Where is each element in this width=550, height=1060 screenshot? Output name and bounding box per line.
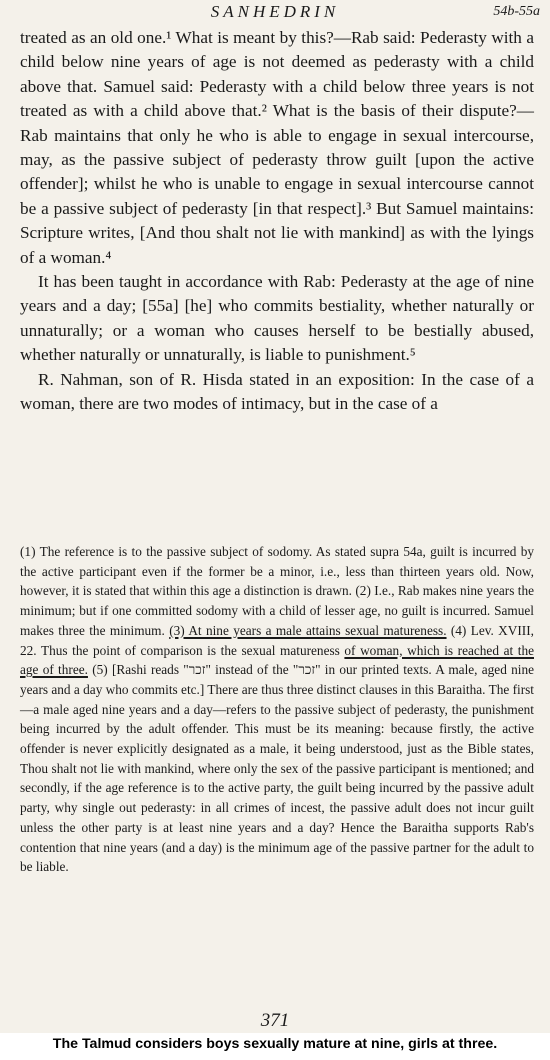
running-title: SANHEDRIN	[210, 2, 340, 21]
footnote-block	[20, 542, 534, 877]
footnote-text-2: (4) Lev. XVIII, 22. Thus the point of comparison is the sexual matureness	[20, 622, 534, 658]
main-paragraph-3: R. Nahman, son of R. Hisda stated in an exposition: In the case of a woman, there are two modes of intimacy, but in the case of a	[20, 369, 534, 414]
image-caption: The Talmud considers boys sexually mature at nine, girls at three.	[0, 1033, 550, 1060]
page-number: 371	[260, 1010, 290, 1031]
underlined-footnote-4: of woman, which is reached at the age of three.	[20, 642, 534, 678]
folio-reference: 54b-55a	[493, 4, 540, 19]
footnote-text-1: (1) The reference is to the passive subject of sodomy. As stated supra 54a, guilt is incurred by the active participant even if the former be a minor, i.e., less than thirteen years old. Now, however, it is stated that within this age a distinction is drawn. (2) I.e., Rab makes nine years the minimum; but if one committed sodomy with a child of lesser age, no guilt is incurred. Samuel makes three the minimum.	[20, 544, 534, 638]
footnote-text-3: (5) [Rashi reads "זכר" instead of the "זכר" in our printed texts. A male, aged nine years and a day who commits etc.] There are thus three distinct clauses in this Baraitha. The first—a male aged nine years and a day—refers to the passive subject of pederasty, the punishment being incurred by the adult offender. This must be its meaning: because firstly, the active offender is never explicitly designated as a male, it being understood, just as the Bible states, Thou shalt not lie with mankind, where only the sex of the passive participant is mentioned; and secondly, if the age reference is to the active party, the guilt being incurred by the passive adult party, why single out pederasty: in all crimes of incest, the passive adult does not incur guilt unless the other party is at least nine years and a day? Hence the Baraitha supports Rab's contention that nine years (and a day) is the minimum age of the passive partner for the adult to be liable.	[20, 662, 535, 875]
main-text	[20, 26, 534, 417]
main-paragraph-1: treated as an old one.¹ What is meant by this?—Rab said: Pederasty with a child below nine years of age is not deemed as pederasty with a child above that. Samuel said: Pederasty with a child below three years is not treated as with a child above that.² What is the basis of their dispute?—Rab maintains that only he who is able to engage in sexual intercourse, may, as the passive subject of pederasty throw guilt [upon the active offender]; whilst he who is unable to engage in sexual intercourse cannot be a passive subject of pederasty [in that respect].³ But Samuel maintains: Scripture writes, [And thou shalt not lie with mankind] as with the lyings of a woman.⁴	[20, 28, 534, 267]
main-paragraph-2: It has been taught in accordance with Rab: Pederasty at the age of nine years and a day; [55a] [he] who commits bestiality, whether naturally or unnaturally; or a woman who causes herself to be bestially abused, whether naturally or unnaturally, is liable to punishment.⁵	[20, 272, 534, 365]
running-header	[0, 2, 550, 26]
underlined-footnote-3: (3) At nine years a male attains sexual matureness.	[169, 622, 447, 638]
footnotes	[20, 542, 534, 877]
